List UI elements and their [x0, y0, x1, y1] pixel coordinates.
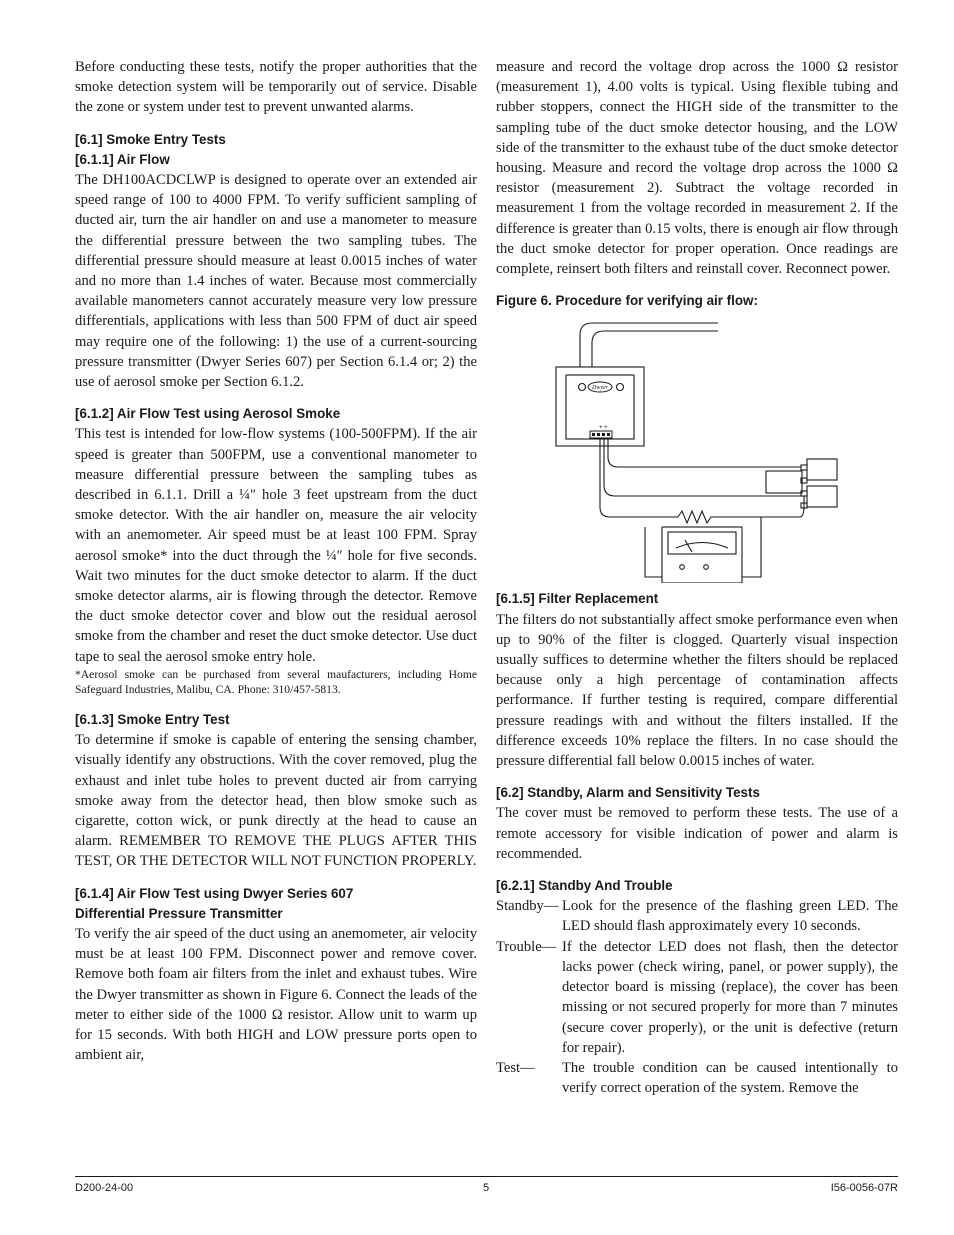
- paragraph-6-2: The cover must be removed to perform these tests. The use of a remote accessory for visible indication of power and alarm is recommended.: [496, 805, 898, 862]
- definition-term: Trouble—: [496, 938, 557, 955]
- figure-6-caption: Figure 6. Procedure for verifying air flow:: [496, 293, 758, 309]
- wire-resistor-loop: [600, 438, 678, 517]
- wire-loop-outer: [580, 323, 718, 367]
- terminal-3: [602, 433, 605, 436]
- terminal-block: [590, 425, 612, 438]
- heading-6-1-5: [6.1.5] Filter Replacement: [496, 591, 659, 607]
- wiring-diagram-svg: [496, 315, 898, 583]
- terminal-1: [592, 433, 595, 436]
- transmitter-box-bottom: [807, 486, 837, 507]
- heading-6-1-3: [6.1.3] Smoke Entry Test: [75, 711, 230, 727]
- heading-6-1-4-line2: Differential Pressure Transmitter: [75, 905, 283, 921]
- paragraph-6-1-2: This test is intended for low-flow systems (100-500FPM). If the air speed is greater than 500FPM, use a conventional manometer to measure differential pressure between the sampling tubes as described in 6.1.1. Drill a ¼″ hole 3 feet upstream from the duct smoke detector. With the air handler on, measure the air velocity with an anemometer. Air speed must be at least 100 FPM. Spray aerosol smoke* into the duct through the ¼″ hole for five seconds. Wait two minutes for the duct smoke detector to alarm. If the duct smoke detector alarms, air is flowing through the detector. Remove the duct smoke detector cover and blow out the residual aerosol smoke from the chamber and reset the duct smoke detector. Use duct tape to seal the aerosol smoke entry hole.: [75, 426, 478, 665]
- definition-description: The trouble condition can be caused intentionally to verify correct operation of the system. Remove the: [562, 1059, 898, 1097]
- definition-description: Look for the presence of the flashing green LED. The LED should flash approximately every 10 seconds.: [562, 898, 898, 935]
- paragraph-6-1-4-continued: measure and record the voltage drop across the 1000 Ω resistor (measurement 1), 4.00 volts is typical. Using flexible tubing and rubber stoppers, connect the HIGH side of the transmitter to the sampling tube of the duct smoke detector housing, and the LOW side of the transmitter to the exhaust tube of the duct smoke detector housing. Measure and record the voltage drop across the 1000 Ω resistor (measurement 2). Subtract the voltage recorded in measurement 1 from the voltage recorded in measurement 2. If the difference is greater than 0.15 volts, there is enough air flow through the duct smoke detector for proper operation. Once readings are complete, reinsert both filters and reinstall cover. Reconnect power.: [496, 59, 898, 278]
- heading-6-1-2: [6.1.2] Air Flow Test using Aerosol Smoke: [75, 406, 341, 422]
- transmitter-label-box: [766, 471, 802, 493]
- meter-body: [662, 527, 742, 583]
- paragraph-6-1-4: To verify the air speed of the duct using an anemometer, air velocity must be at least 100 FPM. Disconnect power and remove cover. Remove both foam air filters from the inlet and exhaust tubes. Wire the Dwyer transmitter as shown in Figure 6. Connect the leads of the meter to either side of the 1000 Ω resistor. Allow unit to warm up for 15 seconds. With both HIGH and LOW pressure ports open to ambient air,: [75, 925, 477, 1064]
- meter-terminal-right: [704, 565, 709, 570]
- footnote: *Aerosol smoke can be purchased from several maufacturers, including Home Safeguard Industries, Malibu, CA. Phone: 310/457-5813.: [75, 667, 477, 697]
- dwyer-logo-text: Dwyer: [592, 385, 608, 392]
- meter-needle: [685, 540, 692, 552]
- heading-6-1: [6.1] Smoke Entry Tests: [75, 131, 226, 147]
- transmitter-port-1: [801, 465, 807, 470]
- terminal-polarity-marks: + +: [599, 425, 608, 432]
- footer-document-number: D200-24-00: [75, 1182, 134, 1194]
- footer-rule: [75, 1176, 898, 1177]
- definition-test: [496, 1058, 898, 1098]
- detector-led-left: [579, 384, 586, 391]
- detector-led-right: [617, 384, 624, 391]
- definition-term: Standby—: [496, 898, 559, 915]
- paragraph-6-1-1: The DH100ACDCLWP is designed to operate over an extended air speed range of 100 to 4000 FPM. To verify sufficient sampling of ducted air, turn the air handler on and use a manometer to measure the differential pressure between the two sampling tubes. The differential pressure should measure at least 0.0015 inches of water and no more than 1.4 inches of water. Because most commercially available manometers cannot accurately measure very low pressure differentials, applications with less than 500 FPM of duct air speed may require one of the following: 1) the use of a current-sourcing pressure transmitter (Dwyer Series 607) per Section 6.1.4 or; 2) the use of aerosol smoke per Section 6.1.2.: [75, 172, 477, 391]
- wire-to-transmitter-upper: [608, 438, 801, 467]
- definition-trouble: [496, 937, 898, 1058]
- left-column: [75, 57, 477, 1065]
- meter-lead-right: [742, 517, 761, 577]
- figure-6-wiring-diagram: [496, 315, 898, 583]
- definition-term: Test—: [496, 1059, 535, 1076]
- terminal-4: [607, 433, 610, 436]
- paragraph-6-1-5: The filters do not substantially affect smoke performance even when up to 90% of the filter is clogged. Quarterly visual inspection usually suffices to determine whether the filters should be replaced because only a high percentage of contamination affects performance. If further testing is required, compare differential pressure readings with and without the filters installed. If the difference exceeds 10% replace the filters. In no case should the pressure differential fall below 0.0015 inches of water.: [496, 611, 898, 770]
- terminal-2: [597, 433, 600, 436]
- meter-terminal-left: [680, 565, 685, 570]
- heading-6-1-4-line1: [6.1.4] Air Flow Test using Dwyer Series 607: [75, 885, 354, 901]
- wire-loop-inner: [592, 331, 718, 367]
- definition-description: If the detector LED does not flash, then the detector lacks power (check wiring, panel, or power supply), the detector board is missing (replace), the cover has been missing or not secured properly for more than 7 minutes (secure cover properly), or the unit is defective (return for repair).: [562, 938, 898, 1056]
- paragraph-6-1-3: To determine if smoke is capable of entering the sensing chamber, visually identify any obstructions. With the cover removed, plug the exhaust and inlet tube holes to prevent ducted air from carrying smoke away from the detector head, then blow smoke such as cigarette, cotton wick, or punk directly at the head to cause an alarm. REMEMBER TO REMOVE THE PLUGS AFTER THIS TEST, OR THE DETECTOR WILL NOT FUNCTION PROPERLY.: [75, 732, 477, 870]
- heading-6-2: [6.2] Standby, Alarm and Sensitivity Tests: [496, 785, 760, 801]
- footer-page-number: 5: [483, 1182, 490, 1194]
- meter-needle-arc: [676, 543, 728, 549]
- footer-revision: I56-0056-07R: [830, 1182, 898, 1194]
- meter-lead-left: [645, 527, 662, 577]
- heading-6-2-1: [6.2.1] Standby And Trouble: [496, 878, 673, 894]
- resistor-symbol: [678, 496, 804, 523]
- right-column: [496, 57, 898, 1098]
- heading-6-1-1: [6.1.1] Air Flow: [75, 151, 170, 167]
- definition-standby: [496, 896, 898, 936]
- intro-paragraph: Before conducting these tests, notify the proper authorities that the smoke detection system will be temporarily out of service. Disable the zone or system under test to prevent unwanted alarms.: [75, 59, 477, 116]
- transmitter-box-top: [807, 459, 837, 480]
